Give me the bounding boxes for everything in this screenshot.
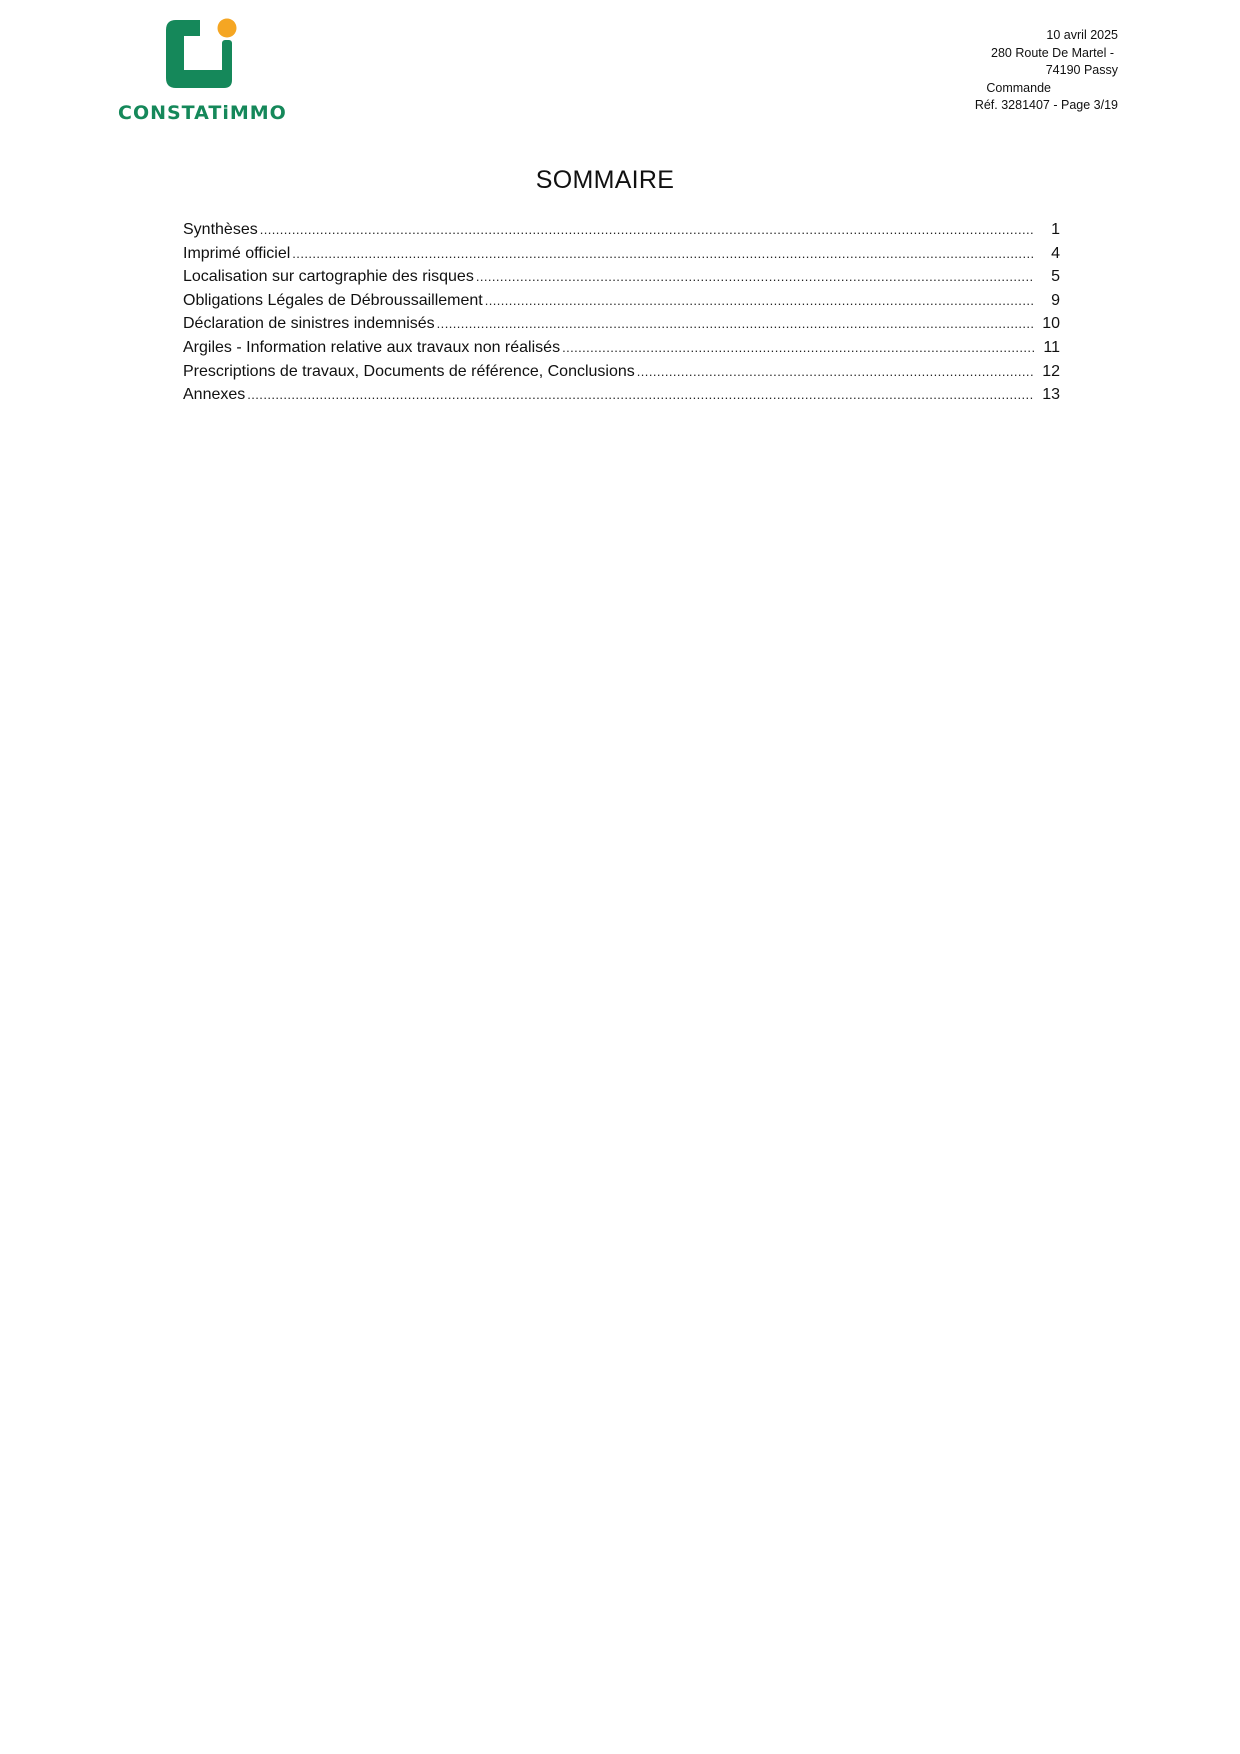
company-logo — [118, 18, 287, 130]
toc-dot-leader — [260, 218, 1034, 242]
toc-item-annexes[interactable] — [183, 383, 1060, 407]
toc-item-imprime-officiel[interactable] — [183, 242, 1060, 266]
toc-dot-leader — [292, 242, 1034, 266]
toc-item-sinistres[interactable] — [183, 312, 1060, 336]
toc-item-page: 13 — [1042, 386, 1060, 404]
toc-item-label: Localisation sur cartographie des risques — [183, 268, 474, 286]
toc-item-label: Déclaration de sinistres indemnisés — [183, 315, 435, 333]
toc-dot-leader — [562, 336, 1034, 360]
toc-item-label: Argiles - Information relative aux travaux non réalisés — [183, 338, 561, 356]
toc-dot-leader — [476, 265, 1034, 289]
toc-item-debroussaillement[interactable] — [183, 289, 1060, 313]
toc-dot-leader — [247, 383, 1034, 407]
toc-item-page: 10 — [1042, 315, 1060, 333]
toc-item-label: Synthèses — [183, 221, 258, 238]
header-address-line1: 280 Route De Martel - — [991, 45, 1114, 60]
toc-item-label: Annexes — [183, 386, 246, 404]
table-of-contents — [183, 218, 1060, 407]
document-header-info — [798, 27, 1118, 115]
toc-dot-leader — [437, 312, 1034, 336]
toc-item-argiles[interactable] — [183, 336, 1060, 360]
toc-item-page: 9 — [1051, 291, 1060, 309]
toc-item-page: 5 — [1051, 268, 1060, 286]
toc-item-page: 12 — [1042, 362, 1060, 380]
page-title: SOMMAIRE — [535, 166, 675, 194]
constatimmo-logo-icon — [162, 18, 242, 94]
toc-item-page: 4 — [1051, 244, 1060, 262]
header-date: 10 avril 2025 — [1046, 28, 1118, 42]
toc-item-label: Obligations Légales de Débroussaillement — [183, 291, 483, 309]
header-reference: Réf. 3281407 - Page 3/19 — [974, 98, 1118, 112]
toc-item-page: 1 — [1051, 221, 1060, 238]
toc-item-page: 11 — [1043, 338, 1060, 356]
toc-dot-leader — [485, 289, 1034, 313]
toc-item-syntheses[interactable] — [183, 218, 1060, 242]
toc-dot-leader — [637, 360, 1034, 384]
toc-item-label: Prescriptions de travaux, Documents de référence, Conclusions — [183, 362, 635, 380]
toc-item-prescriptions[interactable] — [183, 360, 1060, 384]
header-address-line2: 74190 Passy — [1045, 63, 1118, 77]
logo-wordmark: CONSTATiMMO — [118, 102, 287, 124]
toc-item-localisation[interactable] — [183, 265, 1060, 289]
toc-item-label: Imprimé officiel — [183, 244, 291, 262]
header-order-label: Commande — [986, 80, 1051, 95]
